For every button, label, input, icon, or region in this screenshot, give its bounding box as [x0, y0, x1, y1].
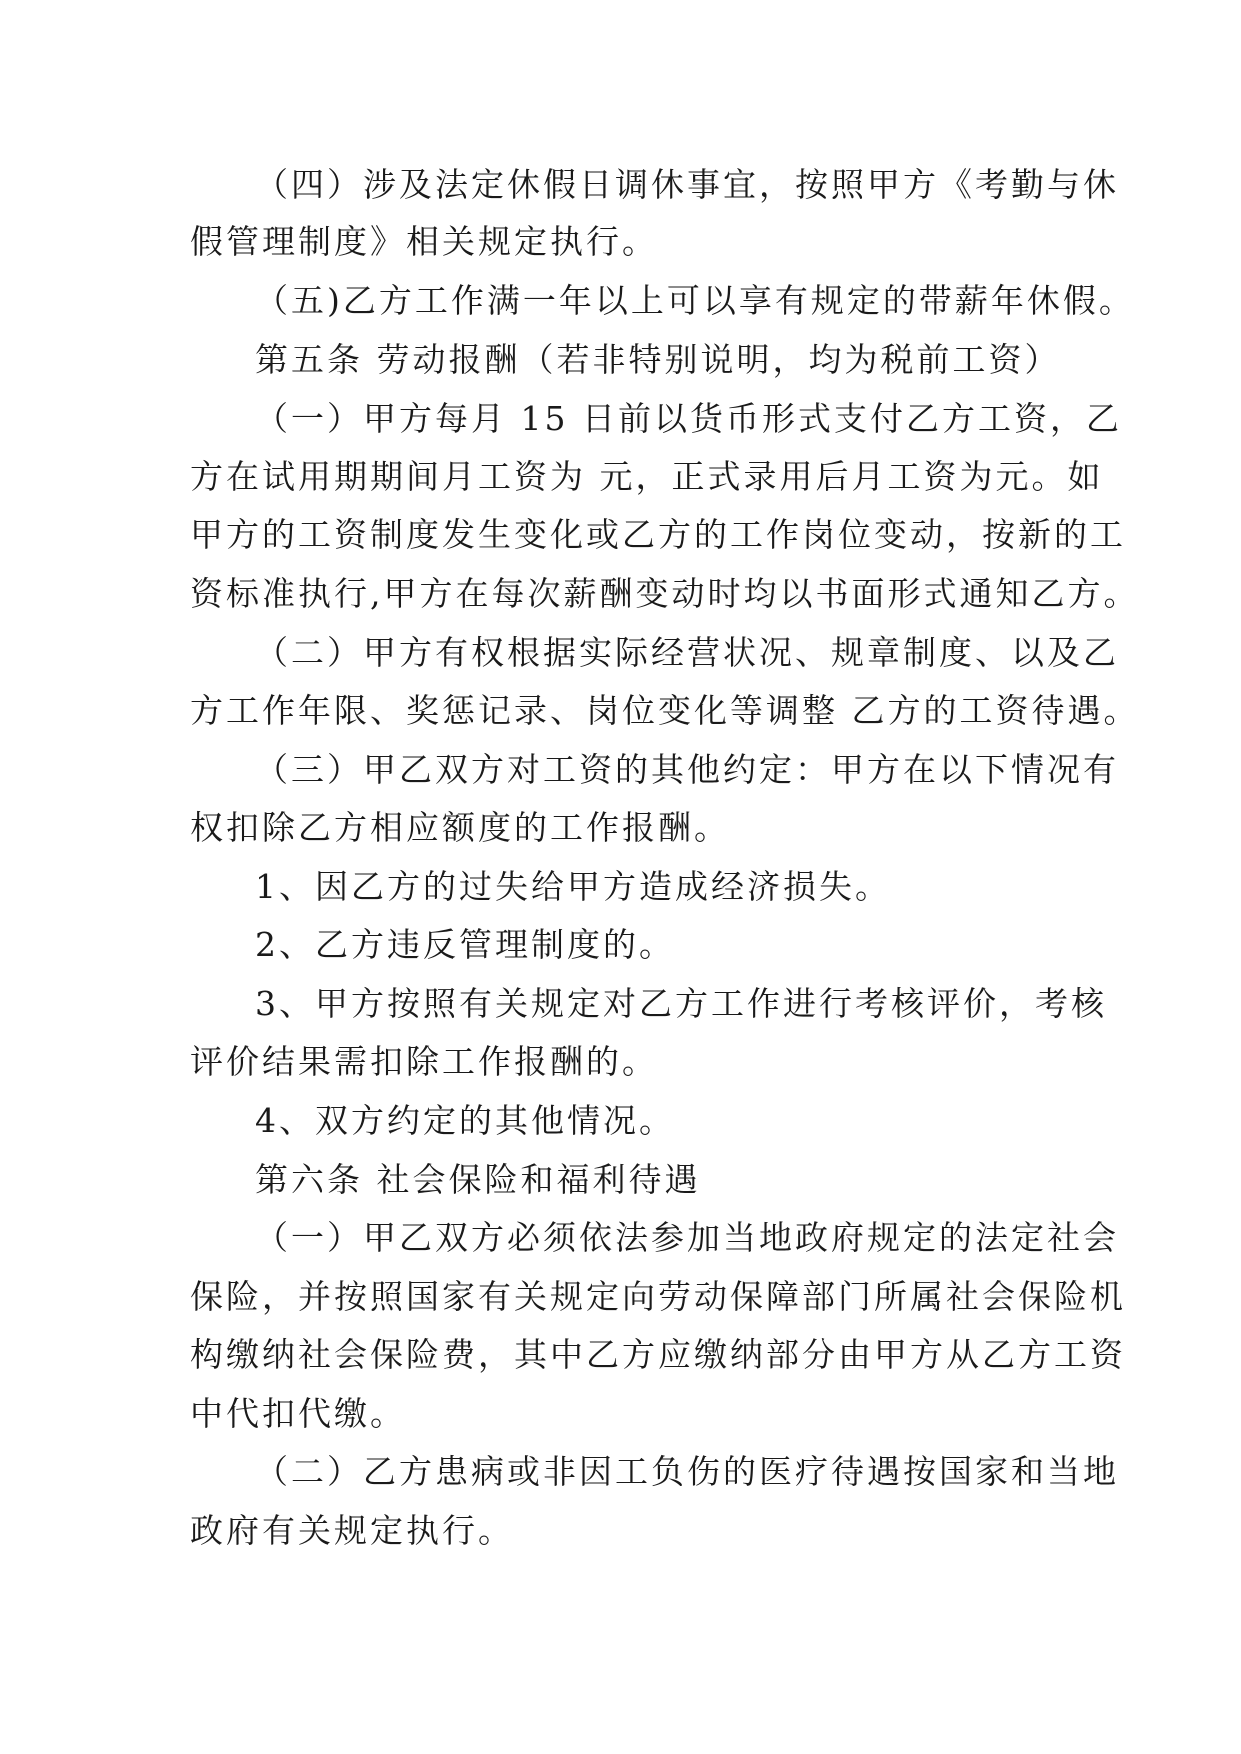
text-line: 假管理制度》相关规定执行。 — [190, 222, 658, 261]
text-line: （三）甲乙双方对工资的其他约定：甲方在以下情况有 — [255, 750, 1119, 789]
text-line: （五)乙方工作满一年以上可以享有规定的带薪年休假。 — [255, 281, 1135, 320]
section-heading: 第五条 劳动报酬（若非特别说明，均为税前工资） — [255, 340, 1061, 379]
text-line: 方在试用期期间月工资为 元，正式录用后月工资为元。如 — [190, 457, 1104, 496]
text-line: 权扣除乙方相应额度的工作报酬。 — [190, 808, 730, 847]
text-line: 构缴纳社会保险费，其中乙方应缴纳部分由甲方从乙方工资 — [190, 1335, 1126, 1374]
text-line: （四）涉及法定休假日调休事宜，按照甲方《考勤与休 — [255, 165, 1119, 204]
list-item: 4、双方约定的其他情况。 — [255, 1101, 675, 1140]
text-line: （一）甲乙双方必须依法参加当地政府规定的法定社会 — [255, 1218, 1119, 1257]
text-line: 资标准执行,甲方在每次薪酬变动时均以书面形式通知乙方。 — [190, 574, 1140, 613]
list-item: 3、甲方按照有关规定对乙方工作进行考核评价，考核 — [255, 984, 1107, 1023]
text-line: 评价结果需扣除工作报酬的。 — [190, 1042, 658, 1081]
text-line: 甲方的工资制度发生变化或乙方的工作岗位变动，按新的工 — [190, 515, 1126, 554]
text-line: 中代扣代缴。 — [190, 1394, 406, 1433]
list-item: 2、乙方违反管理制度的。 — [255, 925, 675, 964]
text-line: 政府有关规定执行。 — [190, 1511, 514, 1550]
text-line: （一）甲方每月 15 日前以货币形式支付乙方工资，乙 — [255, 399, 1122, 438]
text-line: 保险，并按照国家有关规定向劳动保障部门所属社会保险机 — [190, 1277, 1126, 1316]
text-line: （二）乙方患病或非因工负伤的医疗待遇按国家和当地 — [255, 1452, 1119, 1491]
text-line: 方工作年限、奖惩记录、岗位变化等调整 乙方的工资待遇。 — [190, 691, 1140, 730]
list-item: 1、因乙方的过失给甲方造成经济损失。 — [255, 867, 891, 906]
section-heading: 第六条 社会保险和福利待遇 — [255, 1160, 701, 1199]
text-line: （二）甲方有权根据实际经营状况、规章制度、以及乙 — [255, 633, 1119, 672]
